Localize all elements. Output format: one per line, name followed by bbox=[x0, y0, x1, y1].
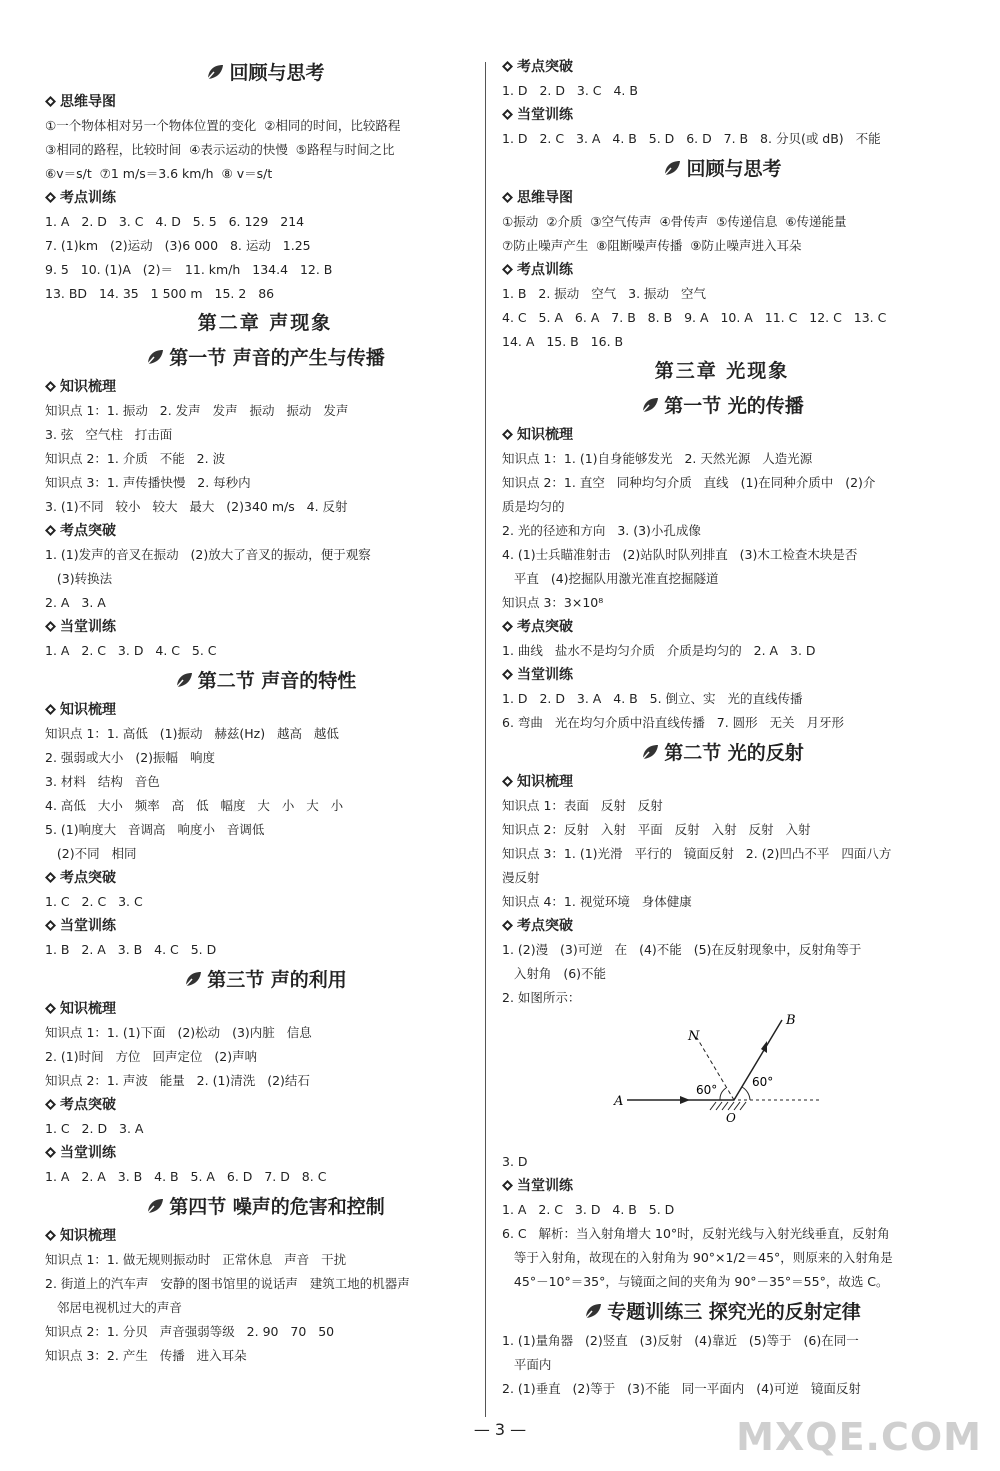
answer-line: 1. C 2. D 3. A bbox=[45, 1121, 144, 1136]
answer-line: 3. D bbox=[502, 1154, 528, 1169]
answer-line: 2. A 3. A bbox=[45, 595, 106, 610]
subheading-text: 考点训练 bbox=[60, 190, 116, 206]
section-title-text: 专题训练三 探究光的反射定律 bbox=[607, 1301, 861, 1323]
subheading bbox=[45, 90, 485, 114]
answer-line: 7. (1)km (2)运动 (3)6 000 8. 运动 1.25 bbox=[45, 238, 311, 253]
left-column bbox=[45, 55, 485, 1368]
subheading bbox=[45, 375, 485, 399]
section-title-text: 第一节 声音的产生与传播 bbox=[169, 347, 385, 369]
leaf-icon bbox=[640, 393, 660, 426]
subheading-text: 当堂训练 bbox=[60, 1145, 116, 1161]
answer-line: 知识点 1：1. 做无规则振动时 正常休息 声音 干扰 bbox=[45, 1252, 347, 1267]
answer-line: 1. D 2. D 3. A 4. B 5. 倒立、实 光的直线传播 bbox=[502, 691, 803, 706]
subheading bbox=[45, 1224, 485, 1248]
answer-line: 漫反射 bbox=[502, 870, 540, 885]
leaf-icon bbox=[583, 1299, 603, 1332]
angle-label: 60° bbox=[752, 1075, 774, 1089]
answer-line: 3. 材料 结构 音色 bbox=[45, 774, 160, 789]
diamond-icon bbox=[45, 920, 56, 931]
subheading bbox=[502, 186, 942, 210]
section-title bbox=[502, 153, 942, 186]
subheading-text: 考点突破 bbox=[517, 918, 573, 934]
answer-line: ①振动 ②介质 ③空气传声 ④骨传声 ⑤传递信息 ⑥传递能量 bbox=[502, 214, 847, 229]
answer-line: 1. C 2. C 3. C bbox=[45, 894, 143, 909]
section-title-text: 第四节 噪声的危害和控制 bbox=[169, 1196, 385, 1218]
answer-line: 平直 (4)挖掘队用激光准直挖掘隧道 bbox=[502, 571, 719, 586]
subheading-text: 知识梳理 bbox=[60, 379, 116, 395]
answer-line: 1. A 2. C 3. D 4. B 5. D bbox=[502, 1202, 675, 1217]
subheading-text: 知识梳理 bbox=[60, 702, 116, 718]
answer-line: 2. (1)时间 方位 回声定位 (2)声呐 bbox=[45, 1049, 258, 1064]
subheading bbox=[502, 103, 942, 127]
answer-line: 2. 光的径迹和方向 3. (3)小孔成像 bbox=[502, 523, 701, 538]
answer-line: 知识点 3：2. 产生 传播 进入耳朵 bbox=[45, 1348, 247, 1363]
answer-line: 知识点 2：反射 入射 平面 反射 入射 反射 入射 bbox=[502, 822, 811, 837]
answer-line: 5. (1)响度大 音调高 响度小 音调低 bbox=[45, 822, 265, 837]
subheading bbox=[502, 1174, 942, 1198]
answer-line: 知识点 1：1. (1)自身能够发光 2. 天然光源 人造光源 bbox=[502, 451, 813, 466]
label-A: A bbox=[614, 1094, 624, 1109]
answer-line: 6. 弯曲 光在均匀介质中沿直线传播 7. 圆形 无关 月牙形 bbox=[502, 715, 844, 730]
answer-line: (2)不同 相同 bbox=[45, 846, 137, 861]
answer-line: ⑥v＝s/t ⑦1 m/s＝3.6 km/h ⑧ v＝s/t bbox=[45, 166, 273, 181]
subheading-text: 当堂训练 bbox=[517, 667, 573, 683]
answer-line: 1. A 2. D 3. C 4. D 5. 5 6. 129 214 bbox=[45, 214, 305, 229]
incident-arrow bbox=[680, 1096, 690, 1104]
leaf-icon bbox=[662, 156, 682, 189]
leaf-icon bbox=[174, 668, 194, 701]
section-title-text: 回顾与思考 bbox=[229, 62, 325, 84]
subheading bbox=[45, 866, 485, 890]
subheading bbox=[502, 423, 942, 447]
answer-line: 1. B 2. 振动 空气 3. 振动 空气 bbox=[502, 286, 706, 301]
chapter-title: 第二章 声现象 bbox=[197, 312, 333, 334]
section-title-text: 第一节 光的传播 bbox=[664, 395, 804, 417]
subheading bbox=[502, 615, 942, 639]
subheading-text: 考点突破 bbox=[60, 523, 116, 539]
section-title-text: 第二节 光的反射 bbox=[664, 742, 804, 764]
answer-line: 知识点 1：1. (1)下面 (2)松动 (3)内脏 信息 bbox=[45, 1025, 312, 1040]
answer-line: 3. 弦 空气柱 打击面 bbox=[45, 427, 173, 442]
subheading-text: 考点突破 bbox=[60, 1097, 116, 1113]
subheading bbox=[502, 914, 942, 938]
reflection-diagram bbox=[502, 1010, 942, 1150]
leaf-icon bbox=[640, 740, 660, 773]
diamond-icon bbox=[502, 669, 513, 680]
answer-line: 知识点 1：1. 高低 (1)振动 赫兹(Hz) 越高 越低 bbox=[45, 726, 339, 741]
subheading-text: 当堂训练 bbox=[517, 1178, 573, 1194]
answer-line: 知识点 2：1. 介质 不能 2. 波 bbox=[45, 451, 226, 466]
column-divider bbox=[485, 62, 486, 1417]
answer-line: (3)转换法 bbox=[45, 571, 113, 586]
diamond-icon bbox=[45, 872, 56, 883]
answer-line: ①一个物体相对另一个物体位置的变化 ②相同的时间，比较路程 bbox=[45, 118, 401, 133]
diamond-icon bbox=[45, 704, 56, 715]
subheading-text: 思维导图 bbox=[517, 190, 573, 206]
diamond-icon bbox=[45, 192, 56, 203]
answer-line: 1. 曲线 盐水不是均匀介质 介质是均匀的 2. A 3. D bbox=[502, 643, 816, 658]
answer-line: 3. (1)不同 较小 较大 最大 (2)340 m/s 4. 反射 bbox=[45, 499, 348, 514]
section-title bbox=[45, 342, 485, 375]
diamond-icon bbox=[45, 1003, 56, 1014]
section-title bbox=[502, 390, 942, 423]
subheading bbox=[45, 1141, 485, 1165]
answer-line: 入射角 (6)不能 bbox=[502, 966, 607, 981]
answer-line: 1. (1)发声的音叉在振动 (2)放大了音叉的振动，便于观察 bbox=[45, 547, 371, 562]
answer-line: 45°－10°＝35°，与镜面之间的夹角为 90°－35°＝55°，故选 C。 bbox=[502, 1274, 889, 1289]
answer-line: 1. D 2. C 3. A 4. B 5. D 6. D 7. B 8. 分贝(或 dB) 不能 bbox=[502, 131, 881, 146]
answer-line: 知识点 2：1. 直空 同种均匀介质 直线 (1)在同种介质中 (2)介 bbox=[502, 475, 876, 490]
answer-line: 4. C 5. A 6. A 7. B 8. B 9. A 10. A 11. C 12. C 13. C bbox=[502, 310, 887, 325]
answer-line: ⑦防止噪声产生 ⑧阻断噪声传播 ⑨防止噪声进入耳朵 bbox=[502, 238, 802, 253]
answer-line: 1. A 2. A 3. B 4. B 5. A 6. D 7. D 8. C bbox=[45, 1169, 327, 1184]
subheading-text: 知识梳理 bbox=[60, 1228, 116, 1244]
answer-line: 13. BD 14. 35 1 500 m 15. 2 86 bbox=[45, 286, 275, 301]
subheading bbox=[45, 997, 485, 1021]
diamond-icon bbox=[45, 621, 56, 632]
answer-line: 1. B 2. A 3. B 4. C 5. D bbox=[45, 942, 217, 957]
section-title bbox=[45, 57, 485, 90]
subheading-text: 知识梳理 bbox=[517, 774, 573, 790]
diamond-icon bbox=[45, 381, 56, 392]
diamond-icon bbox=[502, 429, 513, 440]
answer-line: 平面内 bbox=[502, 1357, 552, 1372]
diamond-icon bbox=[45, 1099, 56, 1110]
answer-line: 2. 如图所示： bbox=[502, 990, 581, 1005]
answer-line: 知识点 2：1. 声波 能量 2. (1)清洗 (2)结石 bbox=[45, 1073, 310, 1088]
answer-line: 14. A 15. B 16. B bbox=[502, 334, 624, 349]
mirror-hatch bbox=[710, 1102, 746, 1110]
answer-line: 4. (1)士兵瞄准射击 (2)站队时队列排直 (3)木工检查木块是否 bbox=[502, 547, 858, 562]
leaf-icon bbox=[145, 1194, 165, 1227]
section-title-text: 第二节 声音的特性 bbox=[197, 670, 357, 692]
label-B: B bbox=[786, 1013, 796, 1028]
section-title bbox=[45, 964, 485, 997]
diamond-icon bbox=[45, 96, 56, 107]
answer-line: 知识点 3：3×10⁸ bbox=[502, 595, 604, 610]
subheading bbox=[502, 663, 942, 687]
subheading-text: 当堂训练 bbox=[517, 107, 573, 123]
diamond-icon bbox=[502, 61, 513, 72]
answer-line: 9. 5 10. (1)A (2)＝ 11. km/h 134.4 12. B bbox=[45, 262, 333, 277]
angle-arc bbox=[742, 1087, 750, 1100]
diamond-icon bbox=[502, 192, 513, 203]
answer-line: 1. (2)漫 (3)可逆 在 (4)不能 (5)在反射现象中，反射角等于 bbox=[502, 942, 862, 957]
subheading-text: 当堂训练 bbox=[60, 918, 116, 934]
subheading-text: 知识梳理 bbox=[517, 427, 573, 443]
section-title-text: 回顾与思考 bbox=[686, 158, 782, 180]
subheading-text: 考点训练 bbox=[517, 262, 573, 278]
diamond-icon bbox=[45, 1147, 56, 1158]
watermark: MXQE.COM bbox=[736, 1415, 982, 1459]
subheading-text: 考点突破 bbox=[60, 870, 116, 886]
leaf-icon bbox=[183, 967, 203, 1000]
answer-line: 知识点 2：1. 分贝 声音强弱等级 2. 90 70 50 bbox=[45, 1324, 335, 1339]
answer-line: 质是均匀的 bbox=[502, 499, 565, 514]
diamond-icon bbox=[502, 264, 513, 275]
answer-line: 2. (1)垂直 (2)等于 (3)不能 同一平面内 (4)可逆 镜面反射 bbox=[502, 1381, 861, 1396]
subheading bbox=[45, 1093, 485, 1117]
diamond-icon bbox=[502, 1180, 513, 1191]
answer-line: 邻居电视机过大的声音 bbox=[45, 1300, 182, 1315]
section-title bbox=[45, 665, 485, 698]
subheading bbox=[45, 186, 485, 210]
page-number: — 3 — bbox=[473, 1420, 527, 1439]
diamond-icon bbox=[45, 525, 56, 536]
subheading-text: 思维导图 bbox=[60, 94, 116, 110]
leaf-icon bbox=[145, 345, 165, 378]
subheading-text: 当堂训练 bbox=[60, 619, 116, 635]
leaf-icon bbox=[205, 60, 225, 93]
angle-label: 60° bbox=[696, 1083, 718, 1097]
subheading bbox=[502, 55, 942, 79]
answer-line: 1. A 2. C 3. D 4. C 5. C bbox=[45, 643, 217, 658]
subheading bbox=[502, 770, 942, 794]
right-column bbox=[502, 55, 942, 1401]
section-title bbox=[45, 1191, 485, 1224]
answer-line: 知识点 1：表面 反射 反射 bbox=[502, 798, 663, 813]
diamond-icon bbox=[502, 621, 513, 632]
answer-line: 知识点 1：1. 振动 2. 发声 发声 振动 振动 发声 bbox=[45, 403, 349, 418]
diamond-icon bbox=[45, 1230, 56, 1241]
answer-line: 6. C 解析：当入射角增大 10°时，反射光线与入射光线垂直，反射角 bbox=[502, 1226, 890, 1241]
subheading bbox=[45, 698, 485, 722]
answer-line: ③相同的路程，比较时间 ④表示运动的快慢 ⑤路程与时间之比 bbox=[45, 142, 395, 157]
subheading-text: 考点突破 bbox=[517, 619, 573, 635]
section-title-text: 第三节 声的利用 bbox=[207, 969, 347, 991]
subheading bbox=[45, 615, 485, 639]
chapter-title: 第三章 光现象 bbox=[654, 360, 790, 382]
label-O: O bbox=[726, 1111, 736, 1125]
subheading-text: 考点突破 bbox=[517, 59, 573, 75]
diamond-icon bbox=[502, 920, 513, 931]
answer-line: 等于入射角，故现在的入射角为 90°×1/2＝45°，则原来的入射角是 bbox=[502, 1250, 893, 1265]
label-N: N bbox=[688, 1029, 700, 1044]
section-title bbox=[502, 737, 942, 770]
subheading bbox=[502, 258, 942, 282]
answer-line: 2. 街道上的汽车声 安静的图书馆里的说话声 建筑工地的机器声 bbox=[45, 1276, 410, 1291]
answer-line: 1. (1)量角器 (2)竖直 (3)反射 (4)靠近 (5)等于 (6)在同一 bbox=[502, 1333, 859, 1348]
subheading bbox=[45, 519, 485, 543]
section-title bbox=[502, 1296, 942, 1329]
diamond-icon bbox=[502, 109, 513, 120]
diamond-icon bbox=[502, 776, 513, 787]
angle-arc bbox=[720, 1088, 726, 1100]
answer-line: 知识点 3：1. 声传播快慢 2. 每秒内 bbox=[45, 475, 251, 490]
answer-line: 知识点 4：1. 视觉环境 身体健康 bbox=[502, 894, 692, 909]
answer-line: 4. 高低 大小 频率 高 低 幅度 大 小 大 小 bbox=[45, 798, 344, 813]
subheading-text: 知识梳理 bbox=[60, 1001, 116, 1017]
answer-line: 2. 强弱或大小 (2)振幅 响度 bbox=[45, 750, 215, 765]
subheading bbox=[45, 914, 485, 938]
answer-line: 1. D 2. D 3. C 4. B bbox=[502, 83, 638, 98]
answer-line: 知识点 3：1. (1)光滑 平行的 镜面反射 2. (2)凹凸不平 四面八方 bbox=[502, 846, 892, 861]
